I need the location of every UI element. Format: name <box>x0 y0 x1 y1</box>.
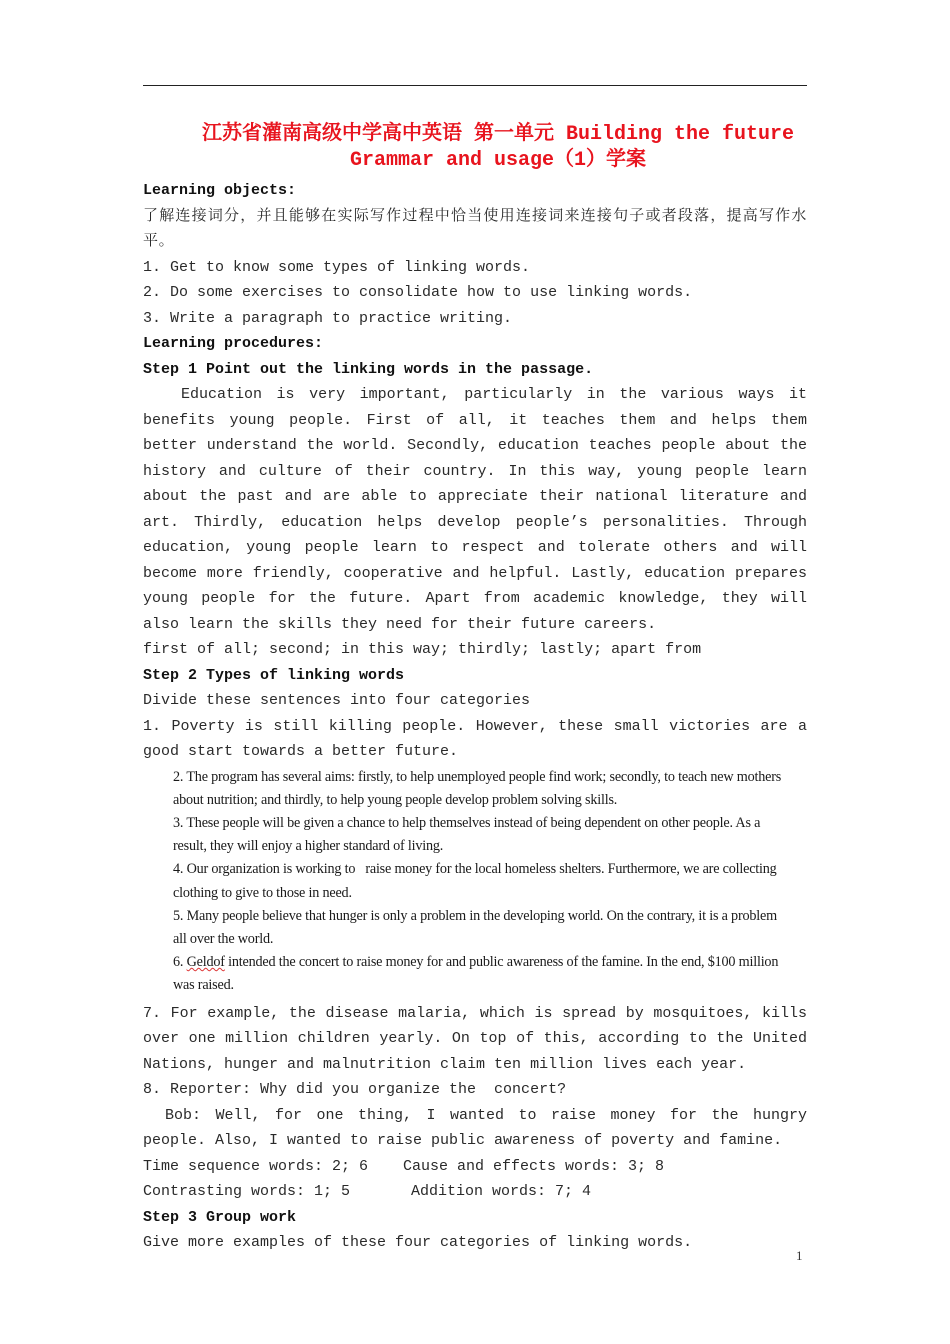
page-number: 1 <box>796 1248 803 1263</box>
sentence-3: 3. These people will be given a chance to help themselves instead of being dependent on other people. As a result, they will enjoy a higher standard of living. <box>173 814 761 855</box>
title-line-2: Grammar and usage（1）学案 <box>349 149 647 172</box>
category-row-2 <box>143 1179 807 1205</box>
step2-instruction: Divide these sentences into four categories <box>143 692 531 709</box>
step3-instruction: Give more examples of these four categories of linking words. <box>143 1234 693 1252</box>
sentence-8-bob: Bob: Well, for one thing, I wanted to raise money for the hungry people. Also, I wanted to raise public awareness of poverty and famine. <box>143 1106 807 1150</box>
objective-item-1: 1. Get to know some types of linking words. <box>143 258 531 276</box>
category-addition: Addition words: 7; 4 <box>411 1183 592 1201</box>
title-line-1: 江苏省灌南高级中学高中英语 第一单元 Building the future <box>201 123 795 146</box>
sentence-8-reporter: 8. Reporter: Why did you organize the concert? <box>143 1081 567 1099</box>
step1-heading: Step 1 Point out the linking words in the passage. <box>143 360 594 378</box>
objective-item-2: 2. Do some exercises to consolidate how to use linking words. <box>143 284 693 301</box>
sentence-4: 4. Our organization is working to raise money for the local homeless shelters. Furthermore, we are collecting clothing to give to those in need. <box>173 861 780 901</box>
sentence-6-rest: intended the concert to raise money for and public awareness of the famine. In the end, $100 million was raised. <box>173 954 779 994</box>
sentence-1: 1. Poverty is still killing people. However, these small victories are a good start towards a better future. <box>143 717 807 760</box>
header-rule <box>143 85 807 86</box>
step1-answers: first of all; second; in this way; thirdly; lastly; apart from <box>143 641 702 658</box>
document-body <box>143 122 807 1256</box>
sentence-6 <box>173 951 783 997</box>
objectives-intro: 了解连接词分，并且能够在实际写作过程中恰当使用连接词来连接句子或者段落，提高写作水平。 <box>143 207 807 250</box>
sentence-2: 2. The program has several aims: firstly, to help unemployed people find work; secondly, to teach new mothers about nutrition; and thirdly, to help young people develop problem solving skills. <box>173 768 782 808</box>
sentence-5: 5. Many people believe that hunger is only a problem in the developing world. On the contrary, it is a problem all over the world. <box>173 907 777 947</box>
procedures-heading: Learning procedures: <box>143 335 324 352</box>
sentence-7: 7. For example, the disease malaria, which is spread by mosquitoes, kills over one million children yearly. On top of this, according to the United Nations, hunger and malnutrition claim ten million lives each year. <box>143 1004 807 1073</box>
category-time: Time sequence words: 2; 6 <box>143 1157 369 1175</box>
geldof-name: Geldof <box>186 954 225 971</box>
step3-heading: Step 3 Group work <box>143 1208 297 1226</box>
category-row-1 <box>143 1154 807 1180</box>
category-contrast: Contrasting words: 1; 5 <box>143 1183 351 1201</box>
sentence-6-prefix: 6. <box>173 954 187 971</box>
serif-sentences <box>173 766 783 998</box>
document-title <box>143 122 807 174</box>
objectives-heading: Learning objects: <box>143 182 297 199</box>
category-cause: Cause and effects words: 3; 8 <box>403 1157 665 1175</box>
objective-item-3: 3. Write a paragraph to practice writing. <box>143 309 513 327</box>
step1-passage: Education is very important, particularly in the various ways it benefits young people. First of all, it teaches them and helps them better understand the world. Secondly, education teaches people about the history and culture of their country. In this way, young people learn about the past and are able to appreciate their national literature and art. Thirdly, education helps develop people’s personalities. Through education, young people learn to respect and tolerate others and will become more friendly, cooperative and helpful. Lastly, education prepares young people for the future. Apart from academic knowledge, they will also learn the skills they need for their future careers. <box>143 386 807 633</box>
step2-heading: Step 2 Types of linking words <box>143 666 405 684</box>
